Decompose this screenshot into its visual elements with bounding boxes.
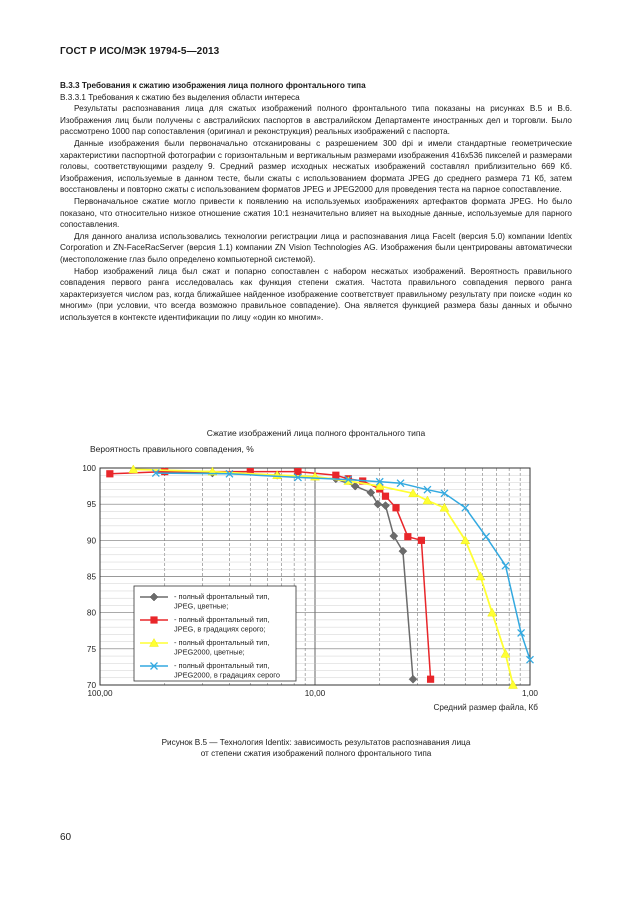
data-point-series-2: [332, 472, 339, 479]
subsection-title: В.3.3.1 Требования к сжатию без выделения области интереса: [60, 92, 300, 102]
paragraph: Набор изображений лица был сжат и попарно сопоставлен с набором несжатых изображений. Вероятность правильного совпадения первого ранга исследовалась как функция степени сжатия. Частота правильного совпадения первого ранга характеризуется числом раз, когда ближайшее найденное изображение соответствует правильному результату при поиске «один ко многим» (при условии, что всегда возможно правильное совпадение). Она является функцией размера базы данных и обычно используется в контексте идентификации по лицу «один ко многим».: [60, 266, 572, 322]
document-header: ГОСТ Р ИСО/МЭК 19794-5—2013: [60, 46, 220, 57]
legend-label: JPEG, цветные;: [174, 601, 229, 611]
x-tick-label: 10,00: [304, 689, 326, 698]
y-axis-label: Вероятность правильного совпадения, %: [90, 444, 254, 454]
y-tick-label: 70: [86, 681, 96, 690]
caption-line: от степени сжатия изображений полного фронтального типа: [200, 749, 432, 759]
legend-label: JPEG2000, цветные;: [174, 647, 245, 657]
legend-label: - полный фронтальный тип,: [174, 638, 270, 647]
paragraph: Результаты распознавания лица для сжатых изображений полного фронтального типа показаны на рисунках В.5 и В.6. Изображения лиц были получены с австралийских паспортов в австралийском Департаменте иностранных дел и торговли. Было рассмотрено 1000 пар сопоставления (оригинал и реконструкция) реальных изображений с паспорта.: [60, 104, 572, 137]
data-point-series-2: [382, 493, 389, 500]
data-point-series-2: [418, 537, 425, 544]
y-tick-label: 100: [82, 464, 96, 473]
caption-line: Рисунок В.5 — Технология Identix: зависимость результатов распознавания лица: [161, 738, 471, 747]
y-tick-label: 80: [86, 608, 96, 618]
paragraph: Для данного анализа использовались технологии регистрации лица и распознавания лица FaceIt (версия 5.0) компании Identix Corporation и ZN-FaceRacServer (версия 1.1) компании ZN Vision Technologies AG. Изображения были центрированы автоматически (местоположение глаз было определено компьютерной системой).: [60, 231, 572, 264]
legend-label: JPEG, в градациях серого;: [174, 624, 266, 634]
data-point-series-2: [392, 504, 399, 511]
data-point-series-2: [161, 468, 168, 475]
paragraph: Первоначальное сжатие могло привести к появлению на используемых изображениях артефактов формата JPEG. Но было показано, что относительно низкое отношение сжатия 10:1 незначительно влияет на выходные данные, используемые для парного сопоставления.: [60, 196, 572, 230]
x-axis-label: Средний размер файла, Кб: [433, 703, 538, 712]
y-tick-label: 90: [86, 536, 96, 546]
x-tick-label: 1,00: [522, 689, 538, 698]
page-number: 60: [60, 832, 72, 843]
figure-caption: [60, 737, 572, 760]
y-tick-label: 85: [86, 572, 96, 582]
chart-title: Сжатие изображений лица полного фронтального типа: [206, 428, 426, 438]
data-point-series-2: [106, 470, 113, 477]
data-point-series-2: [404, 533, 411, 540]
y-tick-label: 75: [86, 644, 96, 654]
legend-label: - полный фронтальный тип,: [174, 615, 270, 624]
legend-label: - полный фронтальный тип,: [174, 592, 270, 601]
y-tick-label: 95: [86, 500, 96, 510]
legend-label: - полный фронтальный тип,: [174, 661, 270, 670]
paragraph: Данные изображения были первоначально отсканированы с разрешением 300 dpi и имели стандартные геометрические характеристики паспортной фотографии с горизонтальным и вертикальным размерами изображения 416х536 пикселей и размерами головы, соответствующими разделу 9. Средний размер исходных несжатых изображений составлял приблизительно 669 Кб. Изображения, используемые в данном тесте, были сжаты с использованием формата JPEG до среднего размера 71 Кб, затем восстановлены и повторно сжаты с использованием форматов JPEG и JPEG2000 для проведения теста на парное сопоставление.: [60, 138, 572, 195]
chart-svg: [60, 420, 572, 720]
legend-marker: [150, 616, 157, 623]
compression-chart: [60, 420, 572, 720]
data-point-series-2: [427, 676, 434, 683]
legend-label: JPEG2000, в градациях серого: [174, 670, 280, 680]
section-content: [60, 80, 572, 323]
x-tick-label: 100,00: [87, 689, 113, 698]
section-title: В.3.3 Требования к сжатию изображения лица полного фронтального типа: [60, 81, 366, 90]
